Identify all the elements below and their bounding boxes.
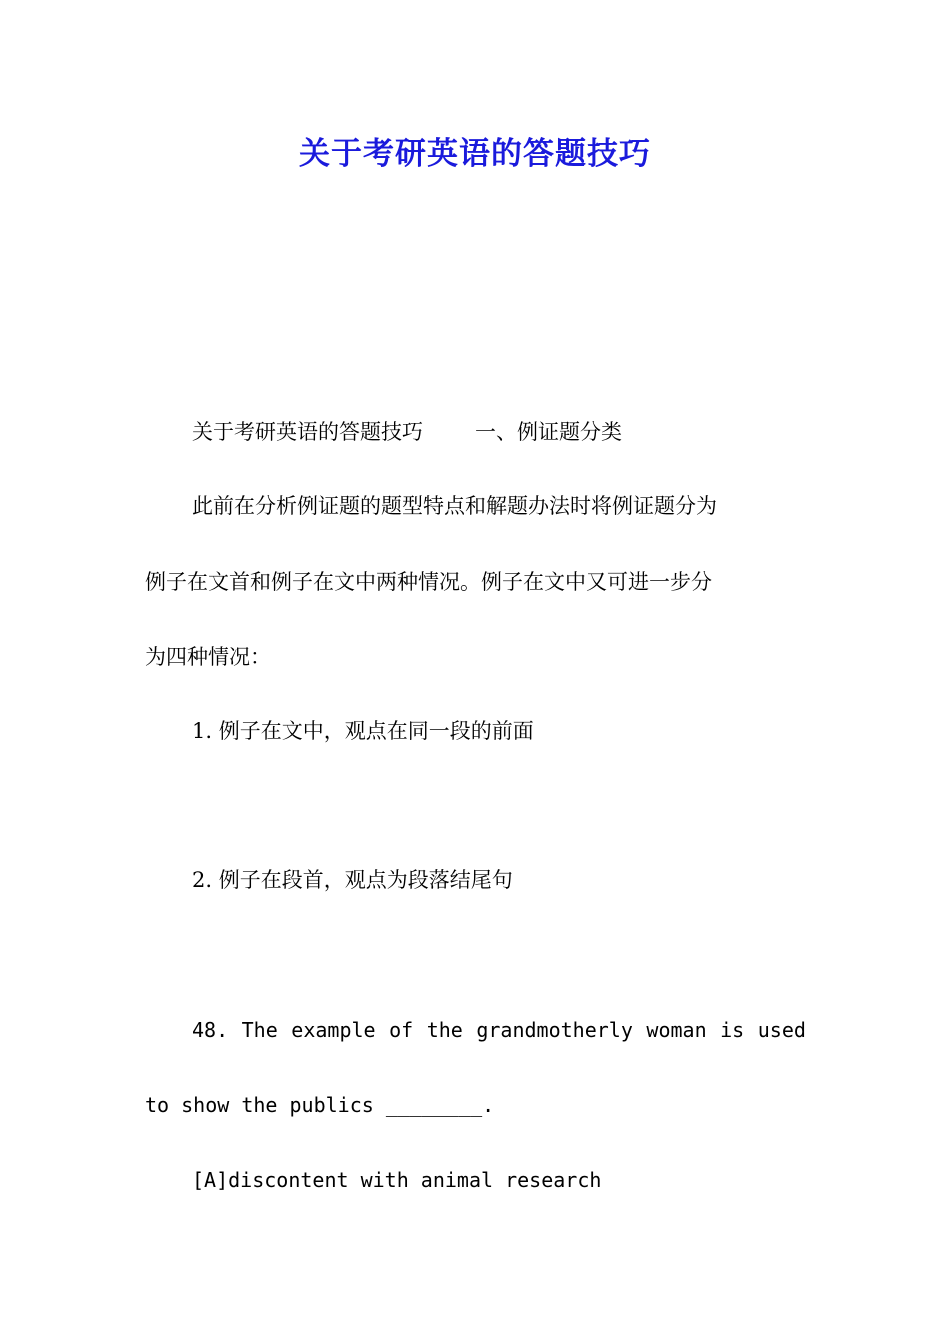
question-word: woman	[646, 1018, 707, 1042]
intro-line	[192, 420, 622, 445]
question-word: is	[720, 1018, 745, 1042]
answer-option: [A]discontent with animal research	[192, 1168, 602, 1192]
intro-left-text: 关于考研英语的答题技巧	[192, 420, 423, 444]
paragraph-line: 为四种情况：	[145, 645, 271, 669]
paragraph-line: 此前在分析例证题的题型特点和解题办法时将例证题分为	[192, 494, 717, 518]
question-word: example	[291, 1018, 376, 1042]
question-word: The	[241, 1018, 278, 1042]
question-word: the	[426, 1018, 463, 1042]
list-item: 1. 例子在文中，观点在同一段的前面	[192, 719, 534, 743]
question-line: to show the publics ________.	[145, 1093, 495, 1117]
question-word: grandmotherly	[476, 1018, 633, 1042]
document-title: 关于考研英语的答题技巧	[299, 136, 651, 172]
question-word: of	[389, 1018, 414, 1042]
paragraph-line: 例子在文首和例子在文中两种情况。例子在文中又可进一步分	[145, 570, 712, 594]
question-word: 48.	[192, 1018, 229, 1042]
question-word: used	[757, 1018, 806, 1042]
section-heading: 一、例证题分类	[475, 420, 622, 444]
list-item: 2. 例子在段首，观点为段落结尾句	[192, 868, 513, 892]
question-line	[192, 1018, 806, 1042]
